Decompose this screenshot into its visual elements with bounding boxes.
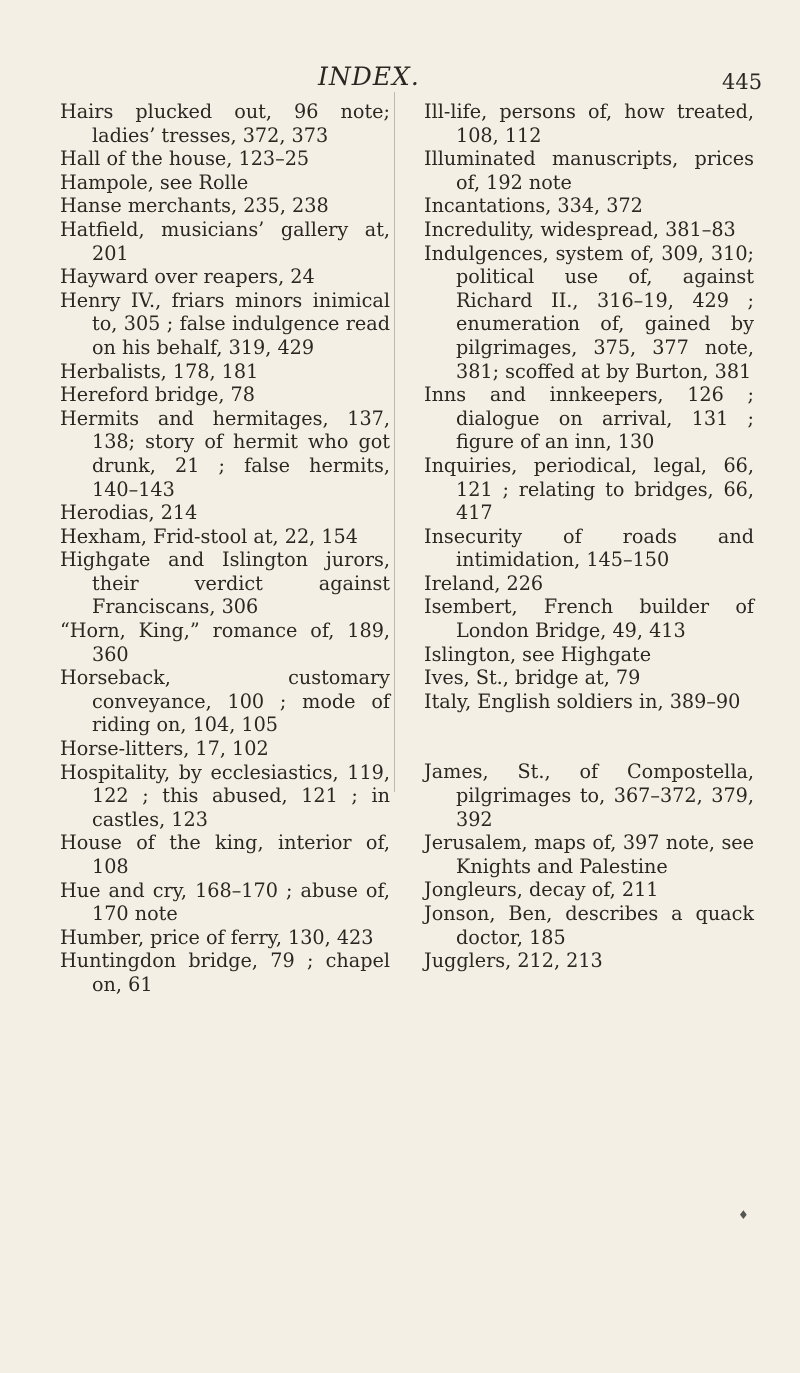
index-entry: Hairs plucked out, 96 note; ladies’ tresses, 372, 373 <box>60 100 390 147</box>
index-entry: Illuminated manuscripts, prices of, 192 note <box>424 147 754 194</box>
index-entry: Hospitality, by ecclesiastics, 119, 122 ; this abused, 121 ; in castles, 123 <box>60 760 390 831</box>
index-entry: Hall of the house, 123–25 <box>60 147 310 171</box>
index-entry: Jugglers, 212, 213 <box>424 949 603 973</box>
index-entry: Hayward over reapers, 24 <box>60 265 315 289</box>
index-entry: Hue and cry, 168–170 ; abuse of, 170 note <box>60 878 390 926</box>
page-header <box>0 62 800 102</box>
index-entry: Highgate and Islington jurors, their verdict against Franciscans, 306 <box>60 548 390 619</box>
index-entry: Jongleurs, decay of, 211 <box>424 878 659 902</box>
index-entry: Islington, see Highgate <box>424 642 652 666</box>
index-entry: Inns and innkeepers, 126 ; dialogue on arrival, 131 ; figure of an inn, 130 <box>424 383 754 454</box>
index-entry: Isembert, French builder of London Bridge, 49, 413 <box>424 595 754 643</box>
index-entry: Hanse merchants, 235, 238 <box>60 194 329 218</box>
page-number: 445 <box>722 70 763 94</box>
index-entry: Hereford bridge, 78 <box>60 383 255 407</box>
index-entry: Italy, English soldiers in, 389–90 <box>424 689 741 713</box>
index-entry: Horseback, customary conveyance, 100 ; mode of riding on, 104, 105 <box>60 666 390 737</box>
index-entry: Incredulity, widespread, 381–83 <box>424 217 736 241</box>
index-entry: “Horn, King,” romance of, 189, 360 <box>60 619 390 666</box>
right-column <box>424 100 754 973</box>
index-entry: Hermits and hermitages, 137, 138; story of hermit who got drunk, 21 ; false hermits, 140–143 <box>60 406 390 501</box>
index-entry: Humber, price of ferry, 130, 423 <box>60 925 374 949</box>
page-mark-icon: ♦ <box>738 1208 749 1222</box>
index-entry: Ives, St., bridge at, 79 <box>424 666 641 690</box>
page-title: INDEX. <box>318 62 420 91</box>
index-entry: Hexham, Frid-stool at, 22, 154 <box>60 524 358 548</box>
index-entry: Jonson, Ben, describes a quack doctor, 185 <box>424 902 754 949</box>
index-entry: Herodias, 214 <box>60 501 198 525</box>
column-divider <box>394 92 395 792</box>
index-entry: Incantations, 334, 372 <box>424 194 643 218</box>
index-entry: Insecurity of roads and intimidation, 145–150 <box>424 524 754 572</box>
index-entry: Huntingdon bridge, 79 ; chapel on, 61 <box>60 949 390 996</box>
index-entry: Horse-litters, 17, 102 <box>60 737 269 761</box>
index-entry: Jerusalem, maps of, 397 note, see Knights and Palestine <box>424 831 754 878</box>
index-entry: House of the king, interior of, 108 <box>60 831 390 878</box>
index-entry: Inquiries, periodical, legal, 66, 121 ; relating to bridges, 66, 417 <box>424 453 754 525</box>
left-column <box>60 100 390 997</box>
index-entry: Ill-life, persons of, how treated, 108, 112 <box>424 100 754 147</box>
index-entry: Indulgences, system of, 309, 310; political use of, against Richard II., 316–19, 429 ; enumeration of, gained by pilgrimages, 375, 377 note, 381; scoffed at by Burton, 381 <box>424 241 754 383</box>
index-entry: James, St., of Compostella, pilgrimages to, 367–372, 379, 392 <box>424 760 754 831</box>
index-entry: Hatfield, musicians’ gallery at, 201 <box>60 217 390 265</box>
index-entry: Ireland, 226 <box>424 571 544 595</box>
section-gap <box>424 713 754 760</box>
index-entry: Herbalists, 178, 181 <box>60 359 259 383</box>
index-entry: Hampole, see Rolle <box>60 170 249 194</box>
index-entry: Henry IV., friars minors inimical to, 305 ; false indulgence read on his behalf, 319, 429 <box>60 288 390 359</box>
